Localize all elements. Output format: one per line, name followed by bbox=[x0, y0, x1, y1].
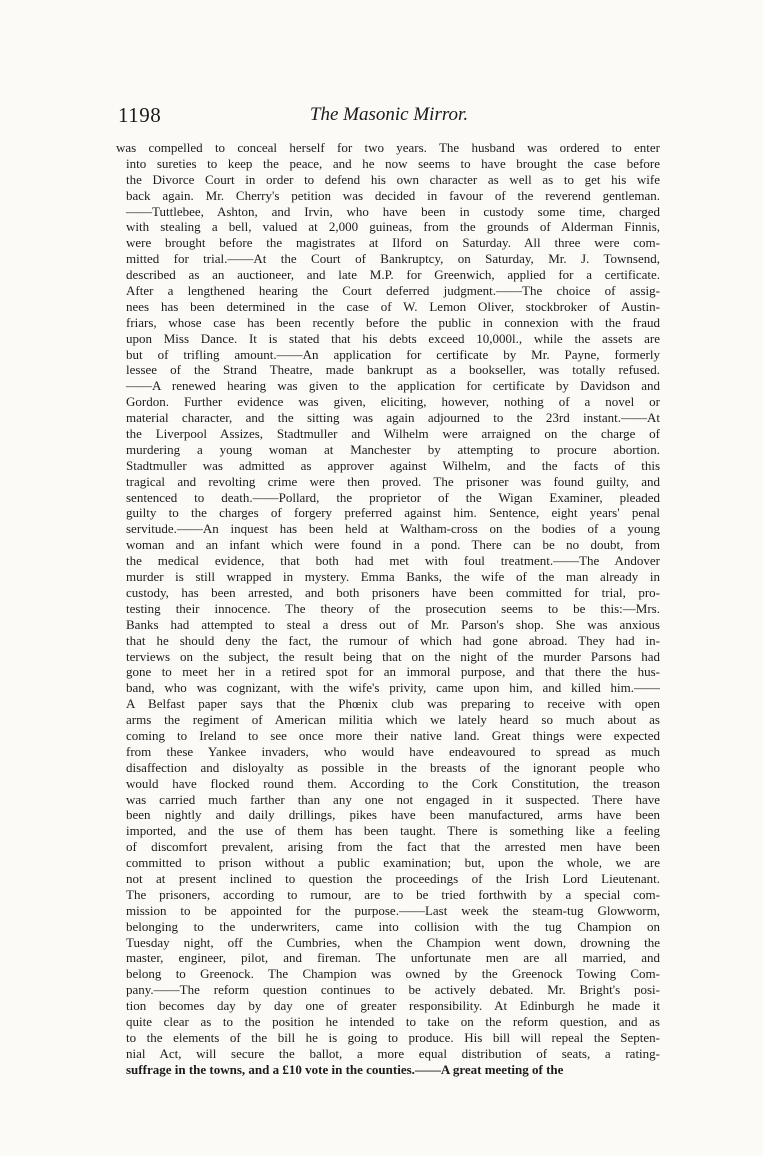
text-line: disaffection and disloyalty as possible in the breasts of the ignorant people who bbox=[126, 759, 660, 775]
text-line: from these Yankee invaders, who would have endeavoured to spread as much bbox=[126, 743, 660, 759]
text-line: not at present inclined to question the proceedings of the Irish Lord Lieutenant. bbox=[126, 870, 660, 886]
text-line: were brought before the magistrates at Ilford on Saturday. All three were com- bbox=[126, 235, 660, 251]
page-number: 1198 bbox=[118, 103, 162, 127]
text-line: mission to be appointed for the purpose.——Last week the steam-tug Glowworm, bbox=[126, 902, 660, 918]
text-line: sentenced to death.——Pollard, the proprietor of the Wigan Examiner, pleaded bbox=[126, 489, 660, 505]
text-line: pany.——The reform question continues to be actively debated. Mr. Bright's posi- bbox=[126, 982, 660, 998]
text-line: nial Act, will secure the ballot, a more equal distribution of seats, a rating- bbox=[126, 1045, 660, 1061]
text-line: nees has been determined in the case of W. Lemon Oliver, stockbroker of Austin- bbox=[126, 298, 660, 314]
text-line: the Liverpool Assizes, Stadtmuller and Wilhelm were arraigned on the charge of bbox=[126, 426, 660, 442]
text-line: custody, has been arrested, and both prisoners have been committed for trial, pro- bbox=[126, 584, 660, 600]
text-line: lessee of the Strand Theatre, made bankrupt as a bookseller, was totally refused. bbox=[126, 362, 660, 378]
text-line: Stadtmuller was admitted as approver against Wilhelm, and the facts of this bbox=[126, 457, 660, 473]
text-line: with stealing a bell, valued at 2,000 guineas, from the grounds of Alderman Finnis, bbox=[126, 219, 660, 235]
text-line: tion becomes day by day one of greater responsibility. At Edinburgh he made it bbox=[126, 998, 660, 1014]
text-line: been nightly and daily drillings, pikes have been manufactured, arms have been bbox=[126, 807, 660, 823]
text-line: The prisoners, according to rumour, are to be tried forthwith by a special com- bbox=[126, 886, 660, 902]
page-header bbox=[118, 103, 660, 129]
text-line: ——Tuttlebee, Ashton, and Irvin, who have been in custody some time, charged bbox=[126, 203, 660, 219]
text-line: imported, and the use of them has been taught. There is something like a feeling bbox=[126, 823, 660, 839]
text-line: belong to Greenock. The Champion was owned by the Greenock Towing Com- bbox=[126, 966, 660, 982]
text-line: murdering a young woman at Manchester by attempting to procure abortion. bbox=[126, 441, 660, 457]
text-line: guilty to the charges of forgery preferred against him. Sentence, eight years' penal bbox=[126, 505, 660, 521]
text-line: coming to Ireland to see once more their native land. Great things were expected bbox=[126, 727, 660, 743]
text-line: back again. Mr. Cherry's petition was decided in favour of the reverend gentleman. bbox=[126, 187, 660, 203]
text-line: master, engineer, pilot, and fireman. The unfortunate men are all married, and bbox=[126, 950, 660, 966]
text-line: that he should deny the fact, the rumour of which had gone abroad. They had in- bbox=[126, 632, 660, 648]
text-line: upon Miss Dance. It is stated that his debts exceed 10,000l., while the assets are bbox=[126, 330, 660, 346]
text-line: belonging to the underwriters, came into collision with the tug Champion on bbox=[126, 918, 660, 934]
text-line: band, who was cognizant, with the wife's privity, came upon him, and killed him.—— bbox=[126, 680, 660, 696]
text-line: the medical evidence, that both had met with foul treatment.——The Andover bbox=[126, 553, 660, 569]
text-line: servitude.——An inquest has been held at Waltham-cross on the bodies of a young bbox=[126, 521, 660, 537]
text-line: quite clear as to the position he intended to take on the reform question, and as bbox=[126, 1013, 660, 1029]
text-line: mitted for trial.——At the Court of Bankruptcy, on Saturday, Mr. J. Townsend, bbox=[126, 251, 660, 267]
text-line: into sureties to keep the peace, and he now seems to have brought the case before bbox=[126, 155, 660, 171]
text-line: the Divorce Court in order to defend his own character as well as to get his wife bbox=[126, 171, 660, 187]
text-line: After a lengthened hearing the Court deferred judgment.——The choice of assig- bbox=[126, 283, 660, 299]
text-line: but of trifling amount.——An application for certificate by Mr. Payne, formerly bbox=[126, 346, 660, 362]
text-line: tragical and revolting crime were then proved. The prisoner was found guilty, and bbox=[126, 473, 660, 489]
text-line: suffrage in the towns, and a £10 vote in the counties.——A great meeting of the bbox=[126, 1061, 564, 1077]
text-line: ——A renewed hearing was given to the application for certificate by Davidson and bbox=[126, 378, 660, 394]
text-line: friars, whose case has been recently before the public in connexion with the fraud bbox=[126, 314, 660, 330]
text-line: woman and an infant which were found in a pond. There can be no doubt, from bbox=[126, 537, 660, 553]
text-line: would have flocked round them. According to the Cork Constitution, the treason bbox=[126, 775, 660, 791]
text-line: terviews on the subject, the result being that on the night of the murder Parsons had bbox=[126, 648, 660, 664]
text-line: to the elements of the bill he is going to produce. His bill will repeal the Septen- bbox=[126, 1029, 660, 1045]
text-line: of discomfort prevalent, arising from the fact that the arrested men have been bbox=[126, 839, 660, 855]
text-line: Tuesday night, off the Cumbries, when the Champion went down, drowning the bbox=[126, 934, 660, 950]
text-line: was carried much farther than any one not engaged in it suspected. There have bbox=[126, 791, 660, 807]
text-line: committed to prison without a public examination; but, upon the whole, we are bbox=[126, 855, 660, 871]
text-line: Banks had attempted to steal a dress out of Mr. Parson's shop. She was anxious bbox=[126, 616, 660, 632]
text-line: gone to meet her in a retired spot for an immoral purpose, and that there the hus- bbox=[126, 664, 660, 680]
article-body bbox=[116, 140, 660, 1078]
text-line: was compelled to conceal herself for two years. The husband was ordered to enter bbox=[116, 140, 660, 155]
text-line: arms the regiment of American militia which we lately heard so much about as bbox=[126, 712, 660, 728]
text-line: testing their innocence. The theory of the prosecution seems to be this:—Mrs. bbox=[126, 600, 660, 616]
text-line: described as an auctioneer, and late M.P. for Greenwich, applied for a certificate. bbox=[126, 267, 660, 283]
text-line: Gordon. Further evidence was given, eliciting, however, nothing of a novel or bbox=[126, 394, 660, 410]
text-line: A Belfast paper says that the Phœnix club was preparing to receive with open bbox=[126, 696, 660, 712]
running-title: The Masonic Mirror. bbox=[309, 104, 469, 125]
text-line: murder is still wrapped in mystery. Emma Banks, the wife of the man already in bbox=[126, 569, 660, 585]
text-line: material character, and the sitting was again adjourned to the 23rd instant.——At bbox=[126, 410, 660, 426]
